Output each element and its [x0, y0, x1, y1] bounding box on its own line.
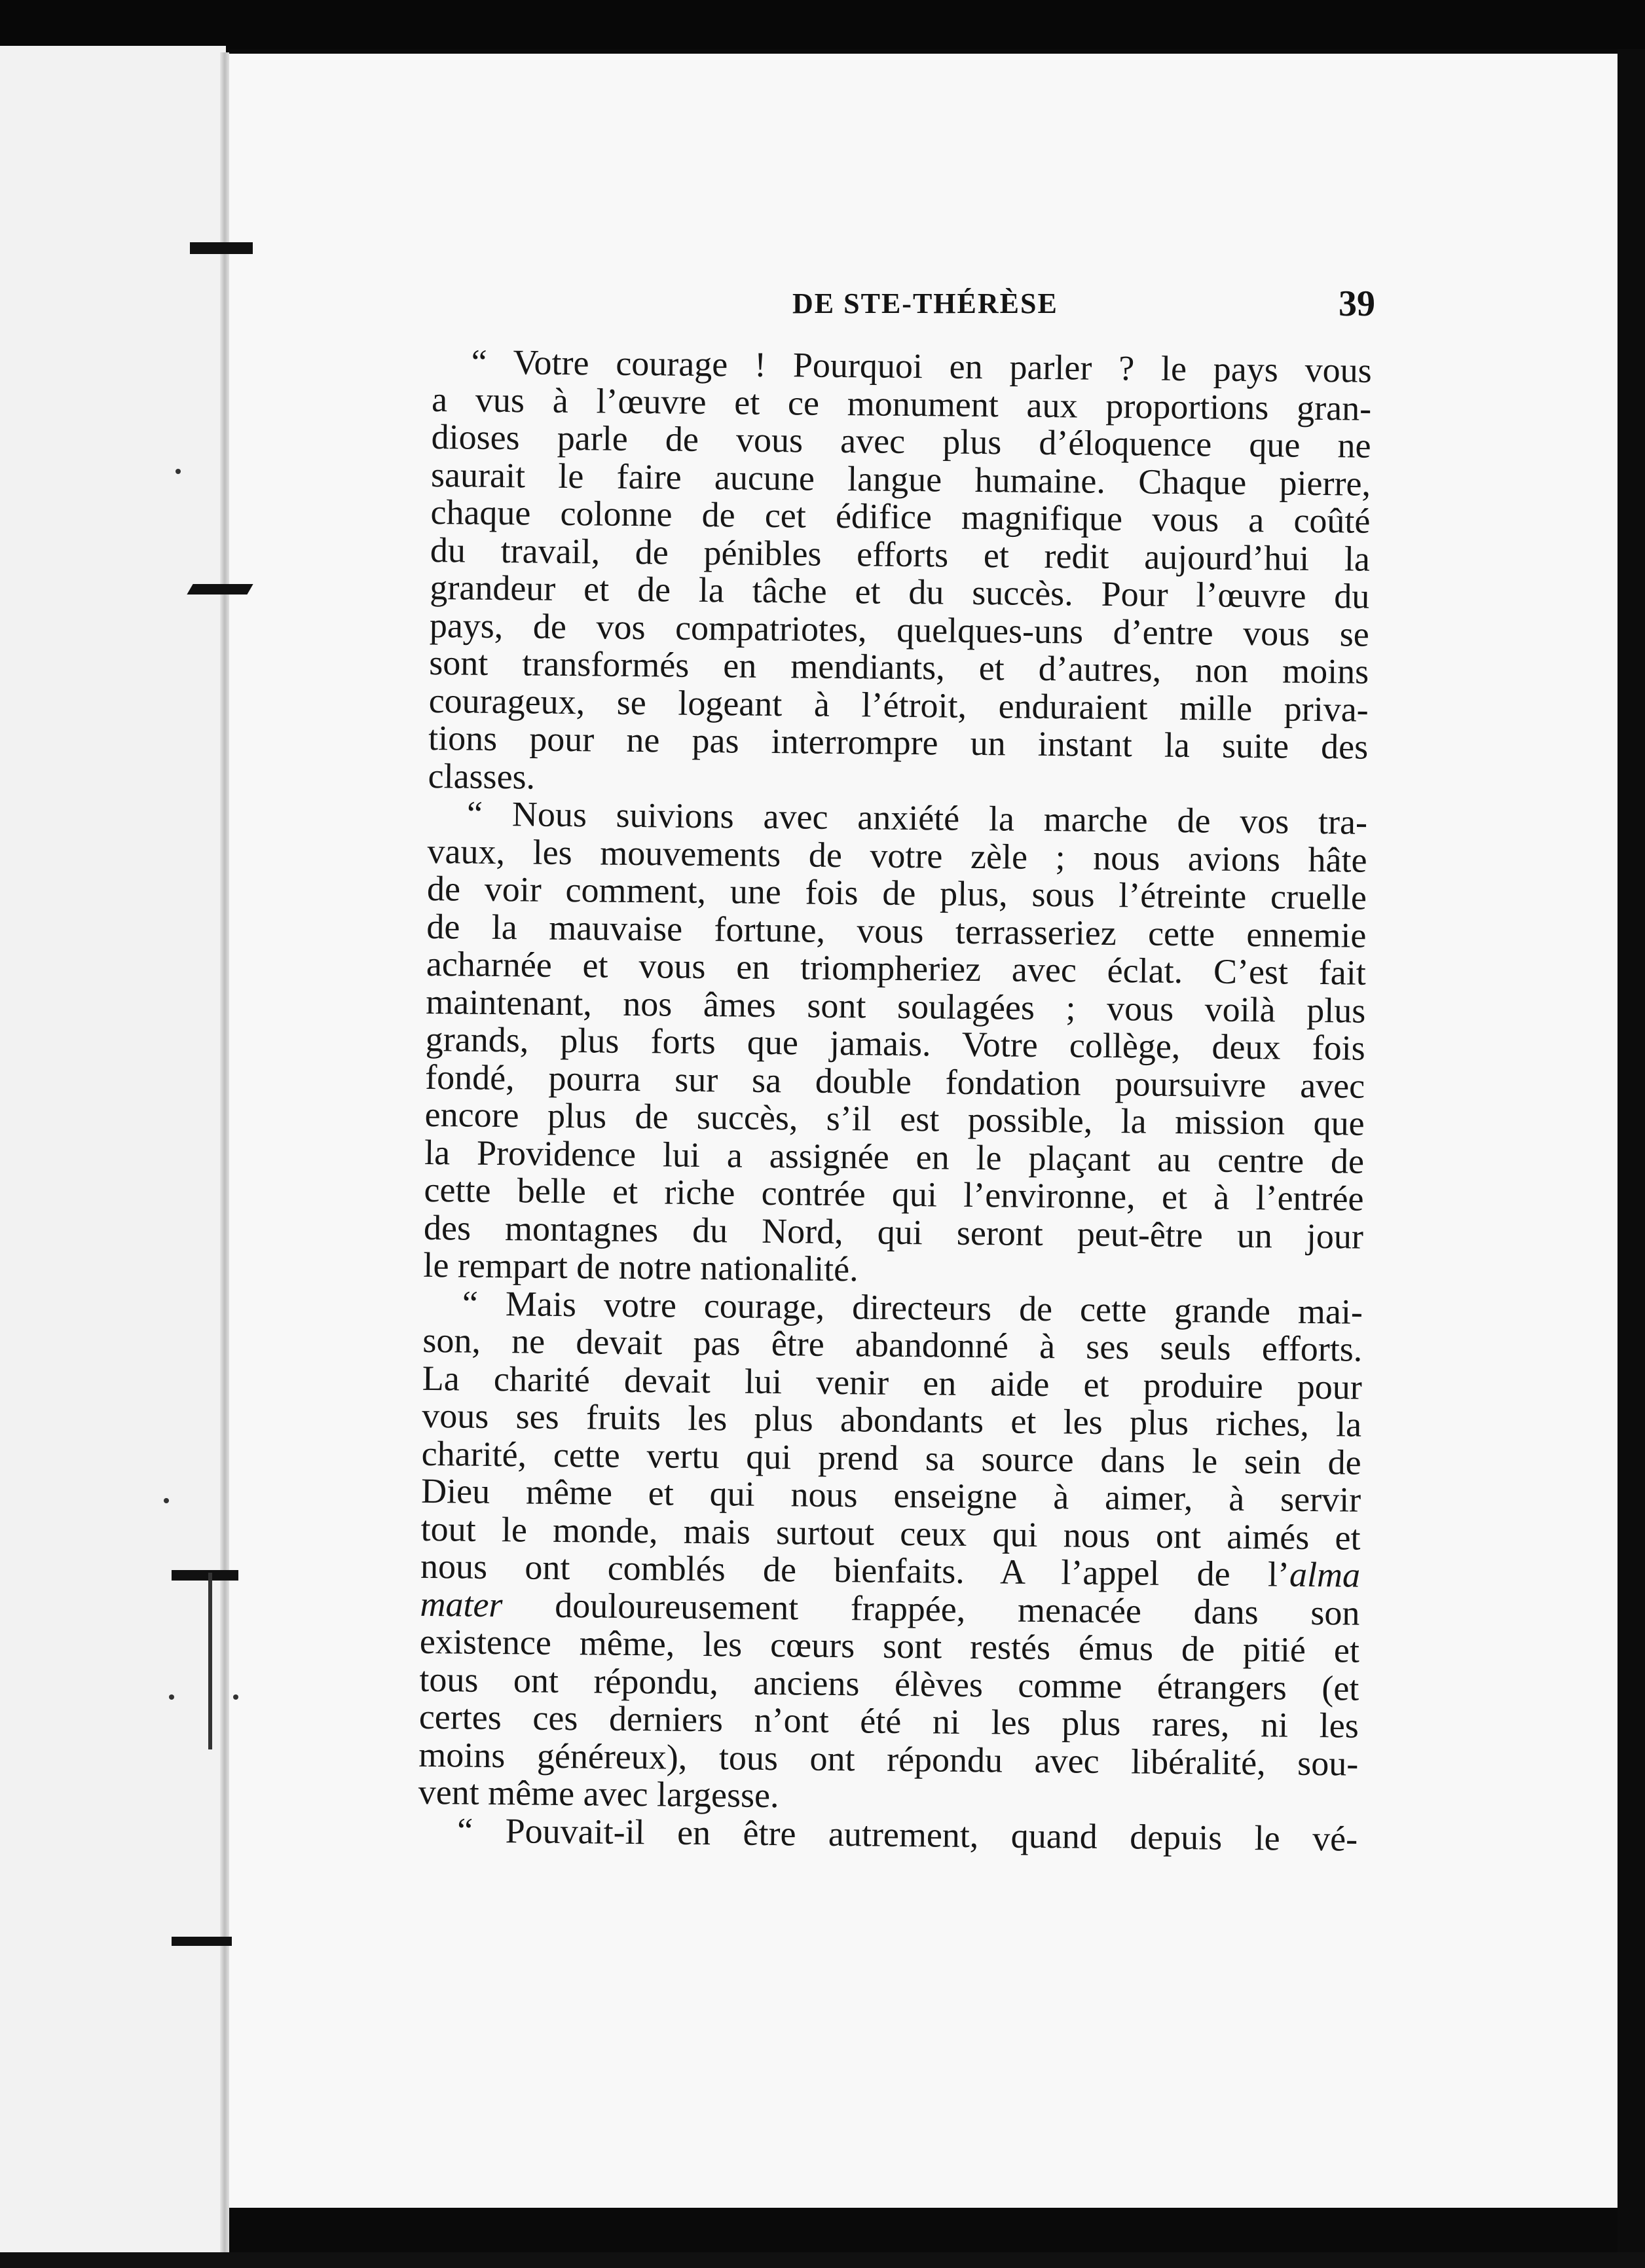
line-text: certes ces derniers n’ont été ni les plus rares, ni les: [418, 1696, 1359, 1746]
line-text: cette belle et riche contrée qui l’environne, et à l’entrée: [424, 1169, 1364, 1218]
line-text: son, ne devait pas être abandonné à ses seuls efforts.: [422, 1320, 1363, 1369]
line-text: dioses parle de vous avec plus d’éloquence que ne: [431, 416, 1371, 466]
scan-speck: [169, 1694, 174, 1700]
line-text: vent même avec largesse.: [418, 1772, 779, 1816]
line-text: le rempart de notre nationalité.: [423, 1245, 859, 1289]
line-text: fondé, pourra sur sa double fondation poursuivre avec: [424, 1057, 1365, 1106]
line-text: “ Nous suivions avec anxiété la marche de vos tra-: [466, 794, 1368, 842]
binding-mark: [172, 1937, 232, 1946]
line-text: tout le monde, mais surtout ceux qui nous ont aimés et: [420, 1509, 1361, 1558]
line-text: sont transformés en mendiants, et d’autres, non moins: [429, 642, 1369, 691]
line-text: La charité devait lui venir en aide et produire pour: [422, 1358, 1363, 1407]
line-text: courageux, se logeant à l’étroit, enduraient mille priva-: [428, 680, 1369, 729]
line-text: existence même, les cœurs sont restés émus de pitié et: [419, 1621, 1360, 1670]
scan-speck: [233, 1694, 238, 1700]
line-text: douloureusement frappée, menacée dans son: [502, 1584, 1360, 1633]
line-text: tions pour ne pas interrompre un instant la suite des: [428, 718, 1369, 767]
line-text: des montagnes du Nord, qui seront peut-être un jour: [423, 1207, 1364, 1256]
line-text: nous ont comblés de bienfaits. A l’appel de l’: [420, 1546, 1290, 1594]
line-text: maintenant, nos âmes sont soulagées ; vous voilà plus: [426, 981, 1366, 1031]
italic-text: mater: [420, 1584, 503, 1624]
line-text: “ Mais votre courage, directeurs de cette grande mai-: [462, 1283, 1363, 1332]
page-header: [458, 284, 1375, 326]
line-text: a vus à l’œuvre et ce monument aux proportions gran-: [431, 379, 1372, 428]
binding-mark: [187, 584, 253, 594]
line-text: grands, plus forts que jamais. Votre collège, deux fois: [425, 1019, 1366, 1068]
line-text: du travail, de pénibles efforts et redit aujourd’hui la: [430, 530, 1371, 579]
line-text: acharnée et vous en triompheriez avec éclat. C’est fait: [426, 943, 1367, 993]
line-text: tous ont répondu, anciens élèves comme étrangers (et: [419, 1659, 1359, 1708]
book-gutter: [220, 52, 229, 2268]
scan-top-border: [0, 0, 1645, 49]
line-text: vaux, les mouvements de votre zèle ; nous avions hâte: [427, 831, 1367, 880]
line-text: de voir comment, une fois de plus, sous l’étreinte cruelle: [426, 868, 1367, 917]
binding-mark: [172, 1570, 238, 1581]
line-text: pays, de vos compatriotes, quelques-uns d’entre vous se: [429, 605, 1370, 654]
binding-mark: [190, 242, 253, 254]
line-text: chaque colonne de cet édifice magnifique vous a coûté: [430, 492, 1371, 541]
body-text: [418, 343, 1372, 1858]
line-text: saurait le faire aucune langue humaine. Chaque pierre,: [430, 454, 1371, 503]
left-page-edge: [0, 46, 226, 2268]
scan-speck: [176, 469, 181, 474]
line-text: “ Pouvait-il en être autrement, quand depuis le vé-: [456, 1810, 1358, 1859]
line-text: “ Votre courage ! Pourquoi en parler ? le pays vous: [471, 342, 1372, 390]
line-text: classes.: [428, 756, 536, 797]
line-text: encore plus de succès, s’il est possible, la mission que: [424, 1094, 1365, 1143]
line-text: de la mauvaise fortune, vous terrasseriez cette ennemie: [426, 906, 1367, 955]
scan-bottom-border: [0, 2252, 1645, 2268]
running-title: DE STE-THÉRÈSE: [792, 287, 1058, 320]
binding-thread: [208, 1573, 212, 1749]
line-text: vous ses fruits les plus abondants et les plus riches, la: [421, 1395, 1362, 1444]
line-text: moins généreux), tous ont répondu avec libéralité, sou-: [418, 1734, 1359, 1783]
scan-right-border: [1617, 49, 1645, 2268]
line-text: grandeur et de la tâche et du succès. Pour l’œuvre du: [430, 567, 1370, 616]
line-text: la Providence lui a assignée en le plaçant au centre de: [424, 1132, 1365, 1181]
italic-text: alma: [1289, 1554, 1361, 1595]
line-text: charité, cette vertu qui prend sa source dans le sein de: [421, 1433, 1361, 1482]
line-text: Dieu même et qui nous enseigne à aimer, à servir: [420, 1471, 1361, 1520]
scan-speck: [164, 1498, 169, 1503]
page-number: 39: [1339, 284, 1375, 324]
